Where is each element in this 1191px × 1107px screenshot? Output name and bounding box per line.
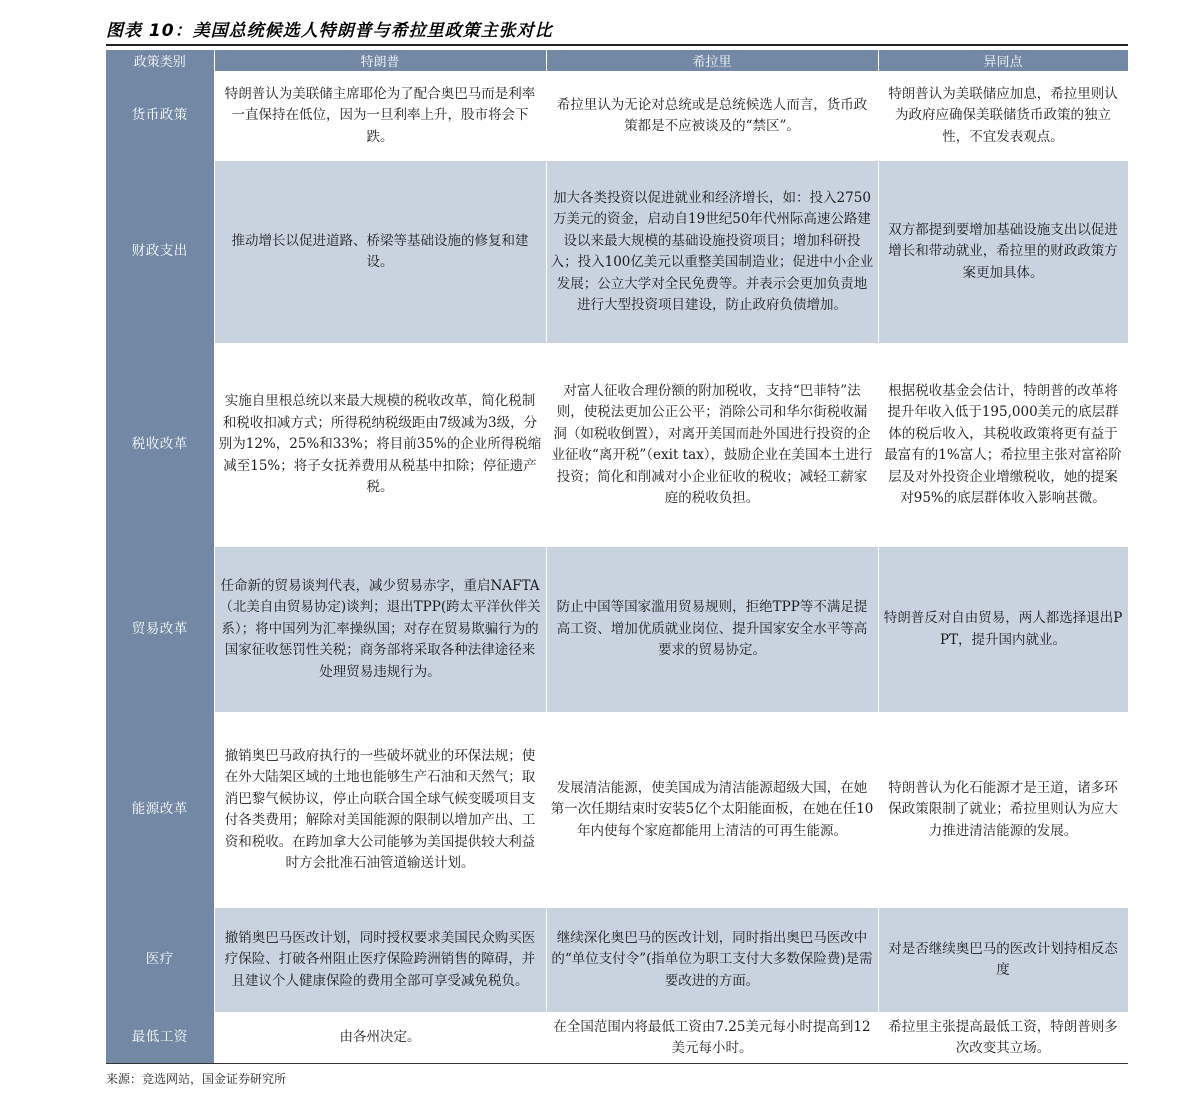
cell-diff: 双方都提到要增加基础设施支出以促进增长和带动就业，希拉里的财政政策方案更加具体。 [878, 161, 1128, 343]
cell-diff: 特朗普认为化石能源才是王道，诸多环保政策限制了就业；希拉里则认为应大力推进清洁能源的发展。 [878, 712, 1128, 908]
table-row-min-wage [106, 1012, 1128, 1064]
cell-diff: 特朗普反对自由贸易，两人都选择退出PPT，提升国内就业。 [878, 547, 1128, 712]
title-rule [106, 44, 1128, 46]
cell-trump: 特朗普认为美联储主席耶伦为了配合奥巴马而是利率一直保持在低位，因为一旦利率上升，股市将会下跌。 [214, 71, 546, 161]
policy-comparison-table [106, 50, 1129, 1064]
table-row-healthcare [106, 908, 1128, 1012]
source-note: 来源：竞选网站，国金证券研究所 [106, 1072, 287, 1086]
row-category: 最低工资 [106, 1012, 214, 1064]
cell-clinton: 加大各类投资以促进就业和经济增长，如：投入2750万美元的资金，启动自19世纪50年代州际高速公路建设以来最大规模的基础设施投资项目；增加科研投入；投入100亿美元以重整美国制造业；促进中小企业发展；公立大学对全民免费等。并表示会更加负责地进行大型投资项目建设，防止政府负债增加。 [546, 161, 878, 343]
cell-diff: 根据税收基金会估计，特朗普的改革将提升年收入低于195,000美元的底层群体的税后收入，其税收政策将更有益于最富有的1%富人；希拉里主张对富裕阶层及对外投资企业增缴税收，她的提案对95%的底层群体收入影响甚微。 [878, 343, 1128, 547]
table-row-tax [106, 343, 1128, 547]
row-category: 税收改革 [106, 343, 214, 547]
cell-clinton: 发展清洁能源，使美国成为清洁能源超级大国，在她第一次任期结束时安装5亿个太阳能面板，在她在任10年内使每个家庭都能用上清洁的可再生能源。 [546, 712, 878, 908]
header-clinton: 希拉里 [546, 50, 878, 71]
row-category: 货币政策 [106, 71, 214, 161]
cell-clinton: 对富人征收合理份额的附加税收，支持“巴菲特”法则，使税法更加公正公平；消除公司和华尔街税收漏洞（如税收倒置），对离开美国而赴外国进行投资的企业征收“离开税”（exit tax），鼓励企业在美国本土进行投资；简化和削减对小企业征收的税收；减轻工薪家庭的税收负担。 [546, 343, 878, 547]
cell-clinton: 在全国范围内将最低工资由7.25美元每小时提高到12美元每小时。 [546, 1012, 878, 1064]
cell-clinton: 希拉里认为无论对总统或是总统候选人而言，货币政策都是不应被谈及的“禁区”。 [546, 71, 878, 161]
figure-title: 图表 10：美国总统候选人特朗普与希拉里政策主张对比 [106, 21, 553, 41]
cell-diff: 希拉里主张提高最低工资，特朗普则多次改变其立场。 [878, 1012, 1128, 1064]
cell-diff: 对是否继续奥巴马的医改计划持相反态度 [878, 908, 1128, 1012]
cell-trump: 撤销奥巴马政府执行的一些破坏就业的环保法规；使在外大陆架区域的土地也能够生产石油和天然气；取消巴黎气候协议，停止向联合国全球气候变暖项目支付各类费用；解除对美国能源的限制以增加产出、工资和税收。在跨加拿大公司能够为美国提供较大利益时方会批准石油管道输送计划。 [214, 712, 546, 908]
cell-trump: 推动增长以促进道路、桥梁等基础设施的修复和建设。 [214, 161, 546, 343]
cell-diff: 特朗普认为美联储应加息，希拉里则认为政府应确保美联储货币政策的独立性，不宜发表观点。 [878, 71, 1128, 161]
cell-trump: 由各州决定。 [214, 1012, 546, 1064]
cell-clinton: 继续深化奥巴马的医改计划，同时指出奥巴马医改中的“单位支付令”(指单位为职工支付大多数保险费)是需要改进的方面。 [546, 908, 878, 1012]
cell-clinton: 防止中国等国家滥用贸易规则，拒绝TPP等不满足提高工资、增加优质就业岗位、提升国家安全水平等高要求的贸易协定。 [546, 547, 878, 712]
header-diff: 异同点 [878, 50, 1128, 71]
cell-trump: 任命新的贸易谈判代表，减少贸易赤字，重启NAFTA（北美自由贸易协定)谈判；退出TPP(跨太平洋伙伴关系）；将中国列为汇率操纵国；对存在贸易欺骗行为的国家征收惩罚性关税；商务部将采取各种法律途径来处理贸易违规行为。 [214, 547, 546, 712]
cell-trump: 撤销奥巴马医改计划，同时授权要求美国民众购买医疗保险、打破各州阻止医疗保险跨洲销售的障碍，并且建议个人健康保险的费用全部可享受减免税负。 [214, 908, 546, 1012]
header-row [106, 50, 1128, 71]
row-category: 财政支出 [106, 161, 214, 343]
row-category: 贸易改革 [106, 547, 214, 712]
table-row-energy [106, 712, 1128, 908]
cell-trump: 实施自里根总统以来最大规模的税收改革，简化税制和税收扣减方式；所得税纳税级距由7级减为3级，分别为12%，25%和33%；将目前35%的企业所得税缩减至15%；将子女抚养费用从税基中扣除；停征遗产税。 [214, 343, 546, 547]
table-row-monetary [106, 71, 1128, 161]
row-category: 能源改革 [106, 712, 214, 908]
header-trump: 特朗普 [214, 50, 546, 71]
table-row-trade [106, 547, 1128, 712]
header-category: 政策类别 [106, 50, 214, 71]
table-row-fiscal [106, 161, 1128, 343]
table-bottom-rule [106, 1063, 1128, 1064]
row-category: 医疗 [106, 908, 214, 1012]
